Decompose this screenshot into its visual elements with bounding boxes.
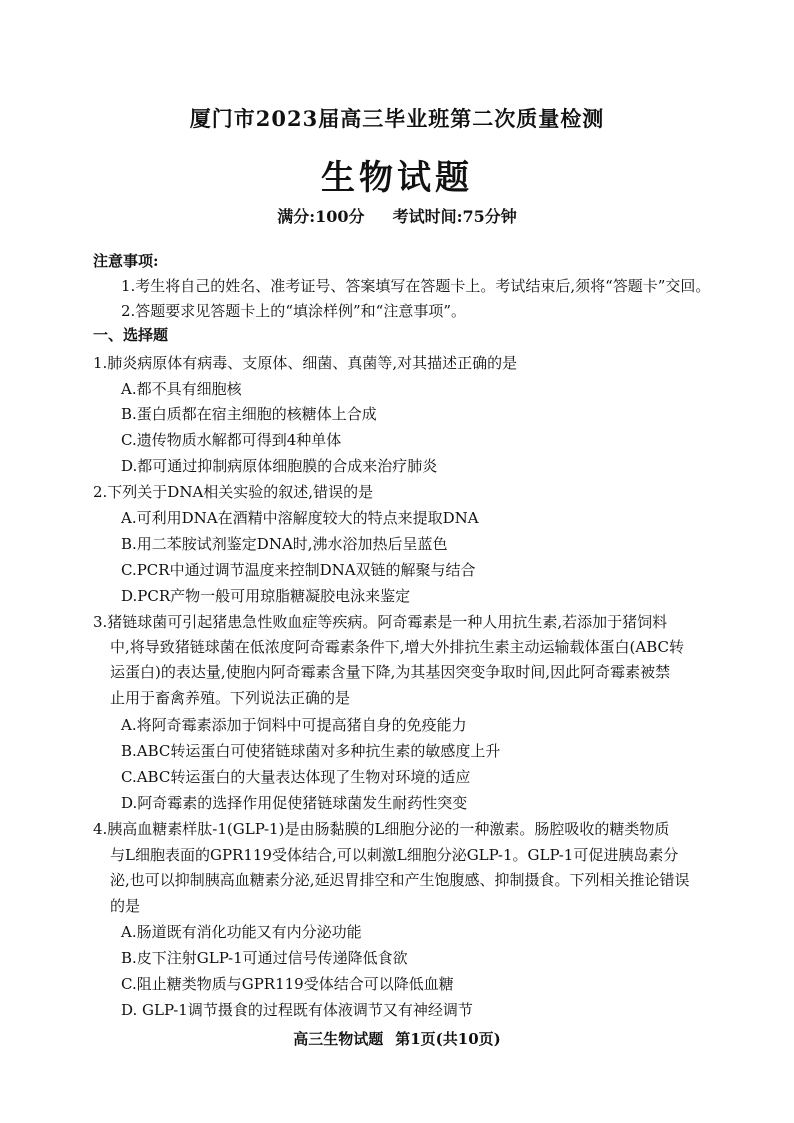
question-4-stem-line-2: 与L细胞表面的GPR119受体结合,可以刺激L细胞分泌GLP-1。GLP-1可促进胰岛素分 — [110, 846, 679, 864]
question-3-stem-line-4: 止用于畜禽养殖。下列说法正确的是 — [110, 689, 351, 707]
footer-subject: 高三生物试题 — [293, 1030, 384, 1048]
question-2-stem: 2.下列关于DNA相关实验的叙述,错误的是 — [93, 483, 374, 501]
question-2-option-d: D.PCR产物一般可用琼脂糖凝胶电泳来鉴定 — [121, 587, 411, 605]
question-3-option-c: C.ABC转运蛋白的大量表达体现了生物对环境的适应 — [121, 768, 471, 786]
exam-info — [0, 204, 794, 227]
notice-item: 1.考生将自己的姓名、准考证号、答案填写在答题卡上。考试结束后,须将“答题卡”交回。 — [121, 277, 711, 295]
question-4-option-c: C.阻止糖类物质与GPR119受体结合可以降低血糖 — [121, 975, 454, 993]
footer-page-number: 第1页(共10页) — [395, 1030, 501, 1048]
exam-title: 厦门市2023届高三毕业班第二次质量检测 — [189, 106, 605, 131]
question-1-option-c: C.遗传物质水解都可得到4种单体 — [121, 431, 342, 449]
time-info: 考试时间:75分钟 — [392, 207, 517, 226]
question-3-stem-line-3: 运蛋白)的表达量,使胞内阿奇霉素含量下降,为其基因突变争取时间,因此阿奇霉素被禁 — [110, 663, 671, 681]
question-3-option-a: A.将阿奇霉素添加于饲料中可提高猪自身的免疫能力 — [121, 716, 467, 734]
page-footer — [0, 1028, 794, 1049]
question-4-option-b: B.皮下注射GLP-1可通过信号传递降低食欲 — [121, 949, 408, 967]
question-4-option-a: A.肠道既有消化功能又有内分泌功能 — [121, 923, 362, 941]
notice-title: 注意事项: — [93, 252, 159, 270]
notice-item: 2.答题要求见答题卡上的“填涂样例”和“注意事项”。 — [121, 302, 466, 320]
question-1-option-a: A.都不具有细胞核 — [121, 380, 242, 398]
subject-title: 生物试题 — [321, 158, 473, 198]
question-2-option-a: A.可利用DNA在酒精中溶解度较大的特点来提取DNA — [121, 509, 479, 527]
question-3-stem-line-1: 3.猪链球菌可引起猪患急性败血症等疾病。阿奇霉素是一种人用抗生素,若添加于猪饲料 — [93, 613, 668, 631]
question-1-option-d: D.都可通过抑制病原体细胞膜的合成来治疗肺炎 — [121, 457, 438, 475]
question-2-option-c: C.PCR中通过调节温度来控制DNA双链的解聚与结合 — [121, 561, 476, 579]
question-1-stem: 1.肺炎病原体有病毒、支原体、细菌、真菌等,对其描述正确的是 — [93, 354, 518, 372]
question-4-stem-line-1: 4.胰高血糖素样肽-1(GLP-1)是由肠黏膜的L细胞分泌的一种激素。肠腔吸收的糖类物质 — [93, 820, 670, 838]
question-1-option-b: B.蛋白质都在宿主细胞的核糖体上合成 — [121, 405, 377, 423]
question-4-stem-line-3: 泌,也可以抑制胰高血糖素分泌,延迟胃排空和产生饱腹感、抑制摄食。下列相关推论错误 — [110, 871, 690, 889]
section-title: 一、选择题 — [93, 326, 169, 344]
question-3-option-d: D.阿奇霉素的选择作用促使猪链球菌发生耐药性突变 — [121, 794, 468, 812]
question-3-option-b: B.ABC转运蛋白可使猪链球菌对多种抗生素的敏感度上升 — [121, 742, 501, 760]
score-info: 满分:100分 — [277, 207, 365, 226]
question-2-option-b: B.用二苯胺试剂鉴定DNA时,沸水浴加热后呈蓝色 — [121, 535, 448, 553]
question-4-option-d: D. GLP-1调节摄食的过程既有体液调节又有神经调节 — [121, 1001, 473, 1019]
question-3-stem-line-2: 中,将导致猪链球菌在低浓度阿奇霉素条件下,增大外排抗生素主动运输载体蛋白(ABC转 — [110, 638, 685, 656]
question-4-stem-line-4: 的是 — [110, 897, 141, 915]
